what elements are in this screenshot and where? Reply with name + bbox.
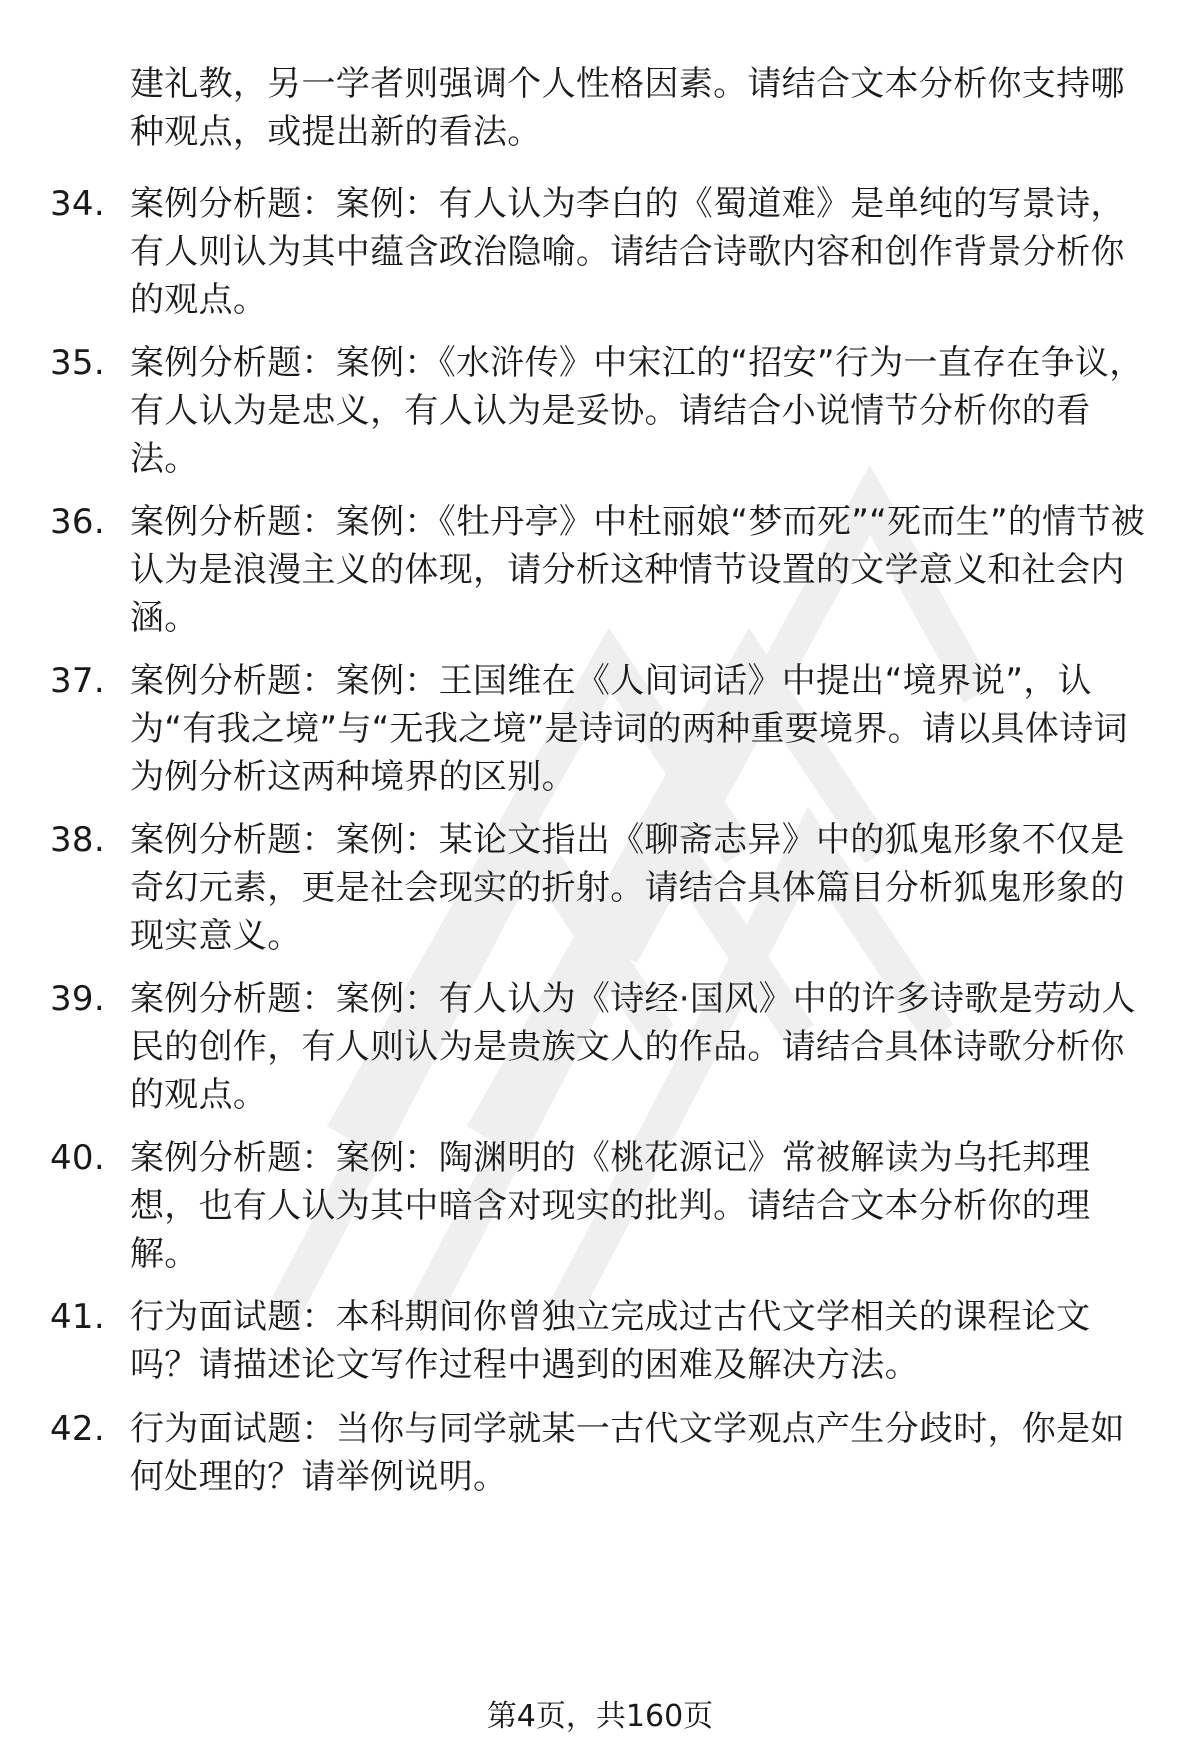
question-item	[50, 1293, 1150, 1389]
question-item	[50, 180, 1150, 324]
question-number: 36.	[50, 502, 105, 542]
question-item	[50, 816, 1150, 960]
question-33-continuation: 建礼教，另一学者则强调个人性格因素。请结合文本分析你支持哪种观点，或提出新的看法。	[130, 64, 1125, 152]
question-number: 41.	[50, 1297, 105, 1337]
question-text: 案例分析题：案例：某论文指出《聊斋志异》中的狐鬼形象不仅是奇幻元素，更是社会现实的折射。请结合具体篇目分析狐鬼形象的现实意义。	[130, 820, 1125, 956]
question-number: 40.	[50, 1138, 105, 1178]
question-text: 行为面试题：本科期间你曾独立完成过古代文学相关的课程论文吗？请描述论文写作过程中遇到的困难及解决方法。	[130, 1297, 1091, 1385]
question-text: 案例分析题：案例：王国维在《人间词话》中提出“境界说”，认为“有我之境”与“无我之境”是诗词的两种重要境界。请以具体诗词为例分析这两种境界的区别。	[130, 661, 1128, 797]
question-text: 案例分析题：案例：陶渊明的《桃花源记》常被解读为乌托邦理想，也有人认为其中暗含对现实的批判。请结合文本分析你的理解。	[130, 1138, 1091, 1274]
question-text: 行为面试题：当你与同学就某一古代文学观点产生分歧时，你是如何处理的？请举例说明。	[130, 1409, 1125, 1497]
question-item	[50, 975, 1150, 1119]
question-text: 案例分析题：案例：《牡丹亭》中杜丽娘“梦而死”“死而生”的情节被认为是浪漫主义的体现，请分析这种情节设置的文学意义和社会内涵。	[130, 502, 1146, 638]
question-item	[50, 498, 1150, 642]
question-number: 37.	[50, 661, 105, 701]
question-number: 35.	[50, 343, 105, 383]
question-number: 34.	[50, 184, 105, 224]
page-footer: 第4页，共160页	[486, 1699, 714, 1734]
question-text: 案例分析题：案例：有人认为《诗经·国风》中的许多诗歌是劳动人民的创作，有人则认为是贵族文人的作品。请结合具体诗歌分析你的观点。	[130, 979, 1136, 1115]
question-item	[50, 339, 1150, 483]
question-text: 案例分析题：案例：有人认为李白的《蜀道难》是单纯的写景诗，有人则认为其中蕴含政治隐喻。请结合诗歌内容和创作背景分析你的观点。	[130, 184, 1125, 320]
question-number: 39.	[50, 979, 105, 1019]
question-item	[50, 1134, 1150, 1278]
question-item	[50, 1405, 1150, 1501]
question-number: 38.	[50, 820, 105, 860]
question-number: 42.	[50, 1409, 105, 1449]
question-text: 案例分析题：案例：《水浒传》中宋江的“招安”行为一直存在争议，有人认为是忠义，有人认为是妥协。请结合小说情节分析你的看法。	[130, 343, 1144, 479]
question-item	[50, 657, 1150, 801]
